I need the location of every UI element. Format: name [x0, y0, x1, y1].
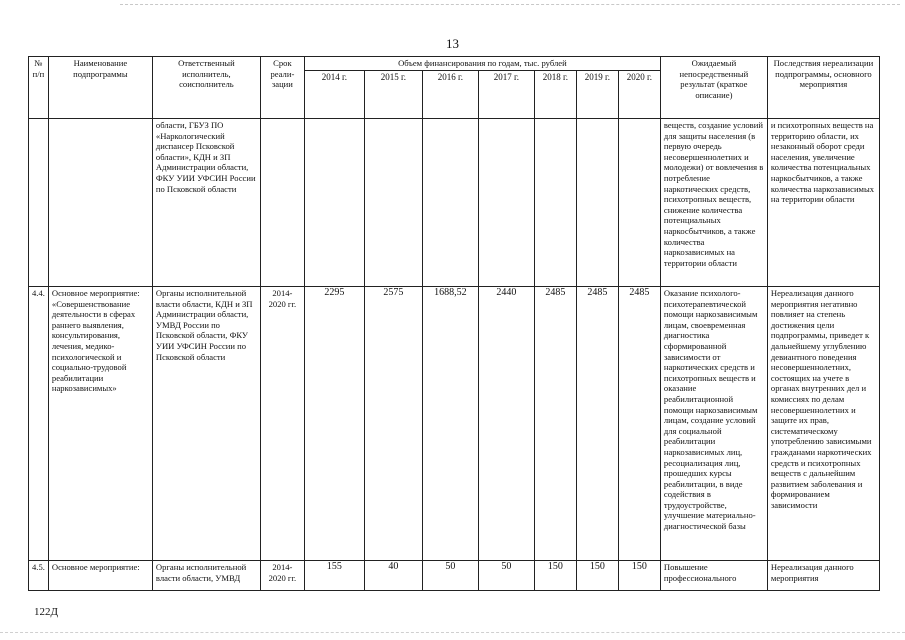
header-funding: Объем финансирования по годам, тыс. рублей	[304, 57, 660, 71]
value-2020: 2485	[618, 287, 660, 561]
page-number: 13	[446, 36, 459, 51]
value-2014: 155	[304, 561, 364, 591]
value-2019: 150	[576, 561, 618, 591]
row-consequences: Нереализация данного мероприятия негативно повлияет на степень достижения цели подпрограммы, приведет к дальнейшему углублению девиантного поведения несовершеннолетних, состоящих на учете в органах внутренних дел и комиссиях по делам несовершеннолетних и защите их прав, систематическому употреблению зависимыми гражданами наркотических средств и психотропных веществ с дальнейшим развитием заболевания и формированием зависимости	[767, 287, 879, 561]
value-2015: 40	[364, 561, 422, 591]
value-2016: 1688,52	[422, 287, 478, 561]
program-table	[28, 56, 880, 591]
row-result: Оказание психолого-психотерапевтической помощи наркозависимым лицам, своевременная диагностика сформированной зависимости от наркотических средств и психотропных веществ и оказание реабилитационной помощи наркозависимым лицам, создание условий для социальной реабилитации наркозависимых лиц, ресоциализация лиц, прошедших курсы реабилитации, в виде содействия в трудоустройстве, улучшение материально-диагностической базы	[660, 287, 767, 561]
year-2018: 2018 г.	[534, 71, 576, 119]
header-num: № п/п	[29, 57, 49, 119]
value-2014: 2295	[304, 287, 364, 561]
value-2018: 2485	[534, 287, 576, 561]
value-2015: 2575	[364, 287, 422, 561]
value-2017: 2440	[478, 287, 534, 561]
header-result: Ожидаемый непосредственный результат (краткое описание)	[660, 57, 767, 119]
scan-edge-top	[120, 4, 900, 5]
year-2016: 2016 г.	[422, 71, 478, 119]
row-term: 2014-2020 гг.	[260, 561, 304, 591]
header-row	[29, 57, 880, 71]
scan-edge-bottom	[0, 632, 905, 633]
value-2018: 150	[534, 561, 576, 591]
row-term	[260, 119, 304, 287]
row-name	[48, 119, 152, 287]
row-consequences: Нереализация данного мероприятия	[767, 561, 879, 591]
year-2014: 2014 г.	[304, 71, 364, 119]
value-2018	[534, 119, 576, 287]
value-2020: 150	[618, 561, 660, 591]
row-executor: области, ГБУЗ ПО «Наркологический диспансер Псковской области», КДН и ЗП Администрации области, ФКУ УИИ УФСИН России по Псковской области	[152, 119, 260, 287]
row-num: 4.5.	[29, 561, 49, 591]
value-2016: 50	[422, 561, 478, 591]
row-result: веществ, создание условий для защиты населения (в первую очередь несовершеннолетних и молодежи) от вовлечения в потребление наркотических средств, психотропных веществ, снижение количества потенциальных наркосбытчиков, а также количества наркозависимых на территории области	[660, 119, 767, 287]
row-executor: Органы исполнительной власти области, УМВД	[152, 561, 260, 591]
year-2019: 2019 г.	[576, 71, 618, 119]
row-result: Повышение профессионального	[660, 561, 767, 591]
row-executor: Органы исполнительной власти области, КДН и ЗП Администрации области, УМВД России по Псковской области, ФКУ УИИ УФСИН России по Псковской области	[152, 287, 260, 561]
value-2020	[618, 119, 660, 287]
table-row	[29, 287, 880, 561]
value-2017	[478, 119, 534, 287]
value-2019	[576, 119, 618, 287]
row-consequences: и психотропных веществ на территорию области, их незаконный оборот среди населения, увеличение количества потенциальных наркосбытчиков, а также количества наркозависимых на территории области	[767, 119, 879, 287]
value-2015	[364, 119, 422, 287]
year-2015: 2015 г.	[364, 71, 422, 119]
row-num: 4.4.	[29, 287, 49, 561]
value-2016	[422, 119, 478, 287]
footer-code: 122Д	[34, 606, 59, 618]
row-term: 2014-2020 гг.	[260, 287, 304, 561]
value-2017: 50	[478, 561, 534, 591]
header-consequences: Последствия нереализации подпрограммы, основного мероприятия	[767, 57, 879, 119]
row-name: Основное мероприятие:	[48, 561, 152, 591]
header-name: Наименование подпрограммы	[48, 57, 152, 119]
table-row	[29, 561, 880, 591]
header-executor: Ответственный исполнитель, соисполнитель	[152, 57, 260, 119]
table-row	[29, 119, 880, 287]
header-term: Срок реали-зации	[260, 57, 304, 119]
year-2017: 2017 г.	[478, 71, 534, 119]
value-2019: 2485	[576, 287, 618, 561]
row-num	[29, 119, 49, 287]
year-2020: 2020 г.	[618, 71, 660, 119]
value-2014	[304, 119, 364, 287]
row-name: Основное мероприятие: «Совершенствование деятельности в сферах раннего выявления, консультирования, лечения, медико-психологической и социально-трудовой реабилитации наркозависимых»	[48, 287, 152, 561]
